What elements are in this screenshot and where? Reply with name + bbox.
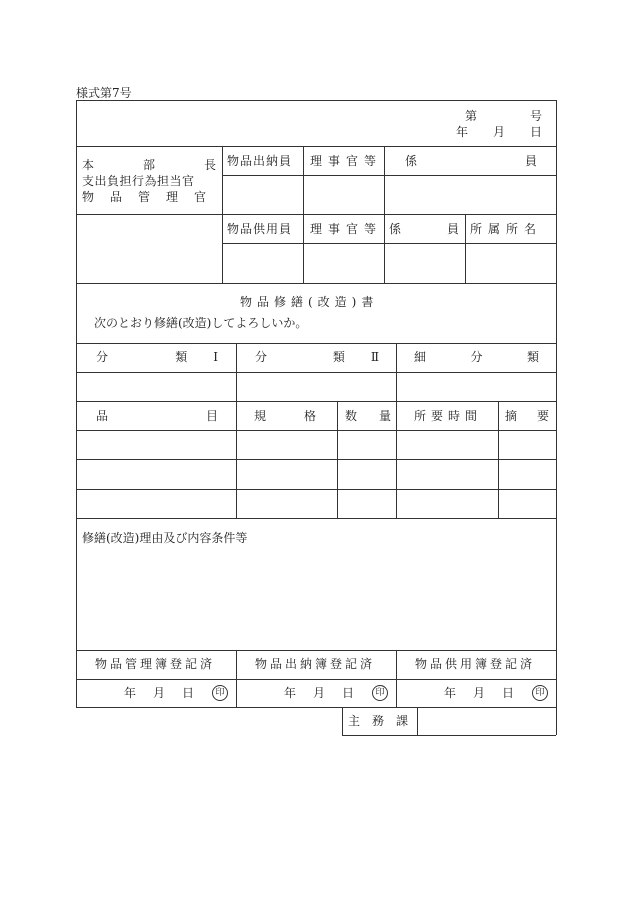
doc-number-go: 号 xyxy=(530,109,543,123)
header-tekiyo: 摘要 xyxy=(505,409,570,423)
form-title: 物品修繕(改造)書 xyxy=(240,295,379,309)
registry-kyoyobo: 物品供用簿登記済 xyxy=(415,657,536,671)
label-kakariin-1: 係 員 xyxy=(405,154,537,168)
registry-date-2: 年 月 日 印 xyxy=(284,685,392,701)
seal-mark-3: 印 xyxy=(532,685,548,701)
registry-kanribo: 物品管理簿登記済 xyxy=(95,657,216,671)
label-shozoku: 所属所名 xyxy=(470,222,543,236)
label-rijikan-1: 理事官等 xyxy=(310,154,383,168)
header-suryo: 数量 xyxy=(345,409,414,423)
registry-suitobo: 物品出納簿登記済 xyxy=(255,657,376,671)
date-day-label: 日 xyxy=(530,125,543,139)
official-title-shishutsu: 支出負担行為担当官 xyxy=(82,174,195,188)
seal-mark-2: 印 xyxy=(372,685,388,701)
header-shoyojikan: 所要時間 xyxy=(414,409,483,423)
header-class-1: 分 類 Ⅰ xyxy=(96,350,218,364)
header-kikaku: 規格 xyxy=(254,409,355,423)
date-month-label: 月 xyxy=(493,125,506,139)
date-year-label: 年 xyxy=(456,125,469,139)
official-title-honbucho: 本 部 長 xyxy=(82,158,216,172)
doc-number-dai: 第 xyxy=(465,109,478,123)
label-kakariin-2: 係 員 xyxy=(389,222,459,236)
label-rijikan-2: 理事官等 xyxy=(310,222,383,236)
registry-date-3: 年 月 日 印 xyxy=(444,685,552,701)
seal-mark-1: 印 xyxy=(212,685,228,701)
label-kyoyoin: 物品供用員 xyxy=(227,222,293,236)
label-suitoin: 物品出納員 xyxy=(227,154,293,168)
header-class-2: 分 類 Ⅱ xyxy=(255,350,379,364)
registry-date-1: 年 月 日 印 xyxy=(124,685,232,701)
header-subclass: 細 分 類 xyxy=(414,350,539,364)
request-text: 次のとおり修繕(改造)してよろしいか。 xyxy=(94,316,308,330)
official-title-kanrikan: 物品管理官 xyxy=(82,190,223,204)
header-hinmoku: 品 目 xyxy=(96,409,218,423)
shumuka-label: 主務課 xyxy=(348,714,421,728)
form-number: 様式第7号 xyxy=(76,86,132,100)
reason-label: 修繕(改造)理由及び内容条件等 xyxy=(82,531,248,545)
